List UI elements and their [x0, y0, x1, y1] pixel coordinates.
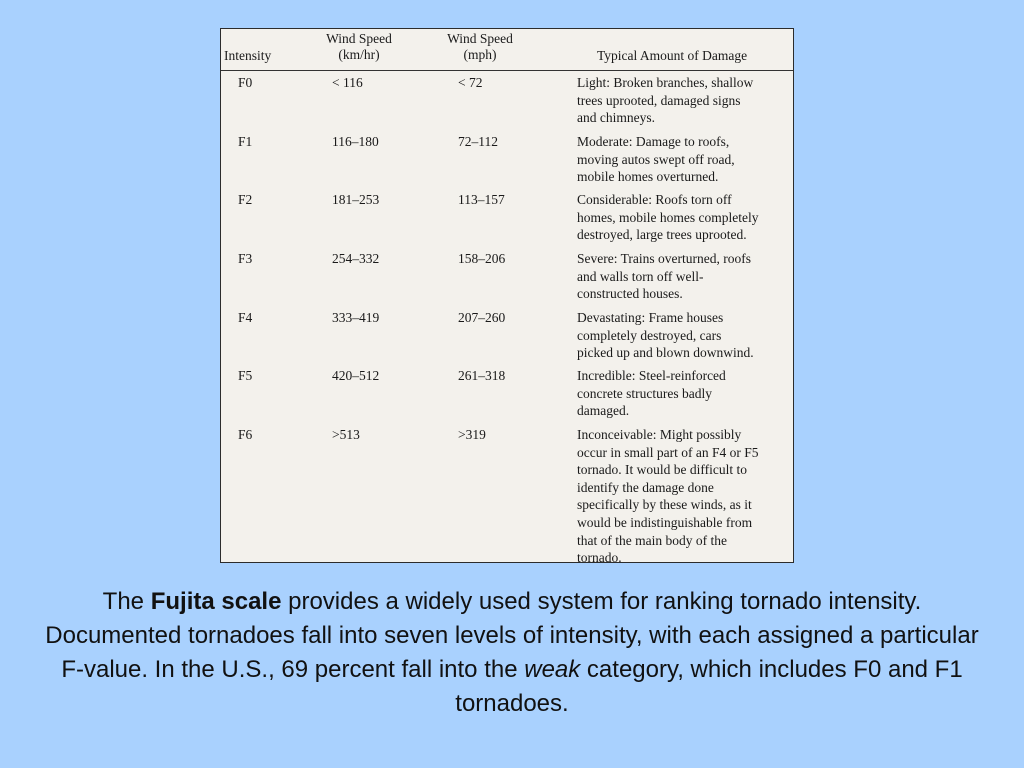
header-mph-line1: Wind Speed — [447, 31, 513, 46]
damage-line: Light: Broken branches, shallow — [577, 75, 754, 90]
damage-line: identify the damage done — [577, 479, 714, 495]
damage-line: tornado. — [577, 550, 622, 566]
damage-line: occur in small part of an F4 or F5 — [577, 444, 759, 460]
caption-part2: provides a widely used system for ranking tornado intensity. Documented tornadoes fall into seven levels of intensity, with each assigned a particular F-value. In the U.S., 69 percent fall into the — [45, 588, 979, 683]
mph-cell: 158–206 — [458, 251, 506, 266]
intensity-cell: F5 — [238, 368, 253, 383]
mph-cell: >319 — [458, 427, 486, 442]
intensity-cell: F0 — [238, 75, 253, 90]
intensity-cell: F6 — [238, 427, 253, 442]
kmh-cell: 420–512 — [332, 368, 380, 383]
header-kmh-line2: (km/hr) — [338, 47, 380, 62]
mph-cell: 207–260 — [458, 310, 506, 325]
header-kmh-line1: Wind Speed — [326, 31, 392, 46]
damage-line: homes, mobile homes completely — [577, 209, 759, 225]
damage-line: would be indistinguishable from — [577, 514, 753, 530]
damage-cell — [577, 133, 791, 186]
damage-line: tornado. It would be difficult to — [577, 462, 747, 478]
kmh-cell: 116–180 — [332, 134, 379, 149]
caption-bold-term: Fujita scale — [150, 588, 282, 615]
damage-line: and walls torn off well- — [577, 268, 704, 284]
intensity-cell: F2 — [238, 192, 253, 207]
damage-line: moving autos swept off road, — [577, 151, 735, 167]
kmh-cell: >513 — [332, 427, 360, 442]
kmh-cell: 333–419 — [332, 310, 380, 325]
kmh-cell: 254–332 — [332, 251, 380, 266]
damage-cell — [577, 191, 791, 244]
damage-cell — [577, 367, 791, 420]
mph-cell: 113–157 — [458, 192, 505, 207]
damage-line: completely destroyed, cars — [577, 327, 722, 343]
header-damage: Typical Amount of Damage — [597, 48, 748, 63]
damage-line: trees uprooted, damaged signs — [577, 92, 741, 108]
intensity-cell: F3 — [238, 251, 253, 266]
mph-cell: < 72 — [458, 75, 483, 90]
caption-part1: The — [102, 588, 151, 615]
header-kmh — [309, 31, 409, 63]
damage-line: that of the main body of the — [577, 532, 727, 548]
intensity-cell: F4 — [238, 310, 253, 325]
mph-cell: 261–318 — [458, 368, 506, 383]
damage-line: Devastating: Frame houses — [577, 310, 724, 325]
damage-line: concrete structures badly — [577, 385, 712, 401]
header-divider — [221, 70, 793, 71]
damage-cell — [577, 74, 791, 127]
damage-line: specifically by these winds, as it — [577, 497, 752, 513]
damage-line: damaged. — [577, 403, 630, 419]
kmh-cell: 181–253 — [332, 192, 380, 207]
header-mph — [430, 31, 530, 63]
damage-line: mobile homes overturned. — [577, 169, 719, 185]
damage-cell — [577, 250, 791, 303]
damage-line: Severe: Trains overturned, roofs — [577, 251, 751, 266]
damage-cell — [577, 426, 791, 567]
mph-cell: 72–112 — [458, 134, 498, 149]
caption-italic-term: weak — [524, 656, 581, 683]
header-intensity: Intensity — [224, 48, 272, 63]
kmh-cell: < 116 — [332, 75, 363, 90]
fujita-scale-table — [220, 28, 794, 566]
damage-cell — [577, 309, 791, 362]
damage-line: Moderate: Damage to roofs, — [577, 134, 730, 149]
header-mph-line2: (mph) — [463, 47, 497, 62]
damage-line: Considerable: Roofs torn off — [577, 192, 732, 207]
damage-line: Incredible: Steel-reinforced — [577, 368, 726, 383]
caption-part3: category, which includes F0 and F1 tornadoes. — [455, 656, 963, 717]
damage-line: constructed houses. — [577, 286, 683, 302]
damage-line: and chimneys. — [577, 110, 655, 126]
damage-line: Inconceivable: Might possibly — [577, 427, 742, 442]
damage-line: picked up and blown downwind. — [577, 345, 754, 361]
caption-text — [40, 585, 984, 721]
intensity-cell: F1 — [238, 134, 253, 149]
damage-line: destroyed, large trees uprooted. — [577, 227, 747, 243]
